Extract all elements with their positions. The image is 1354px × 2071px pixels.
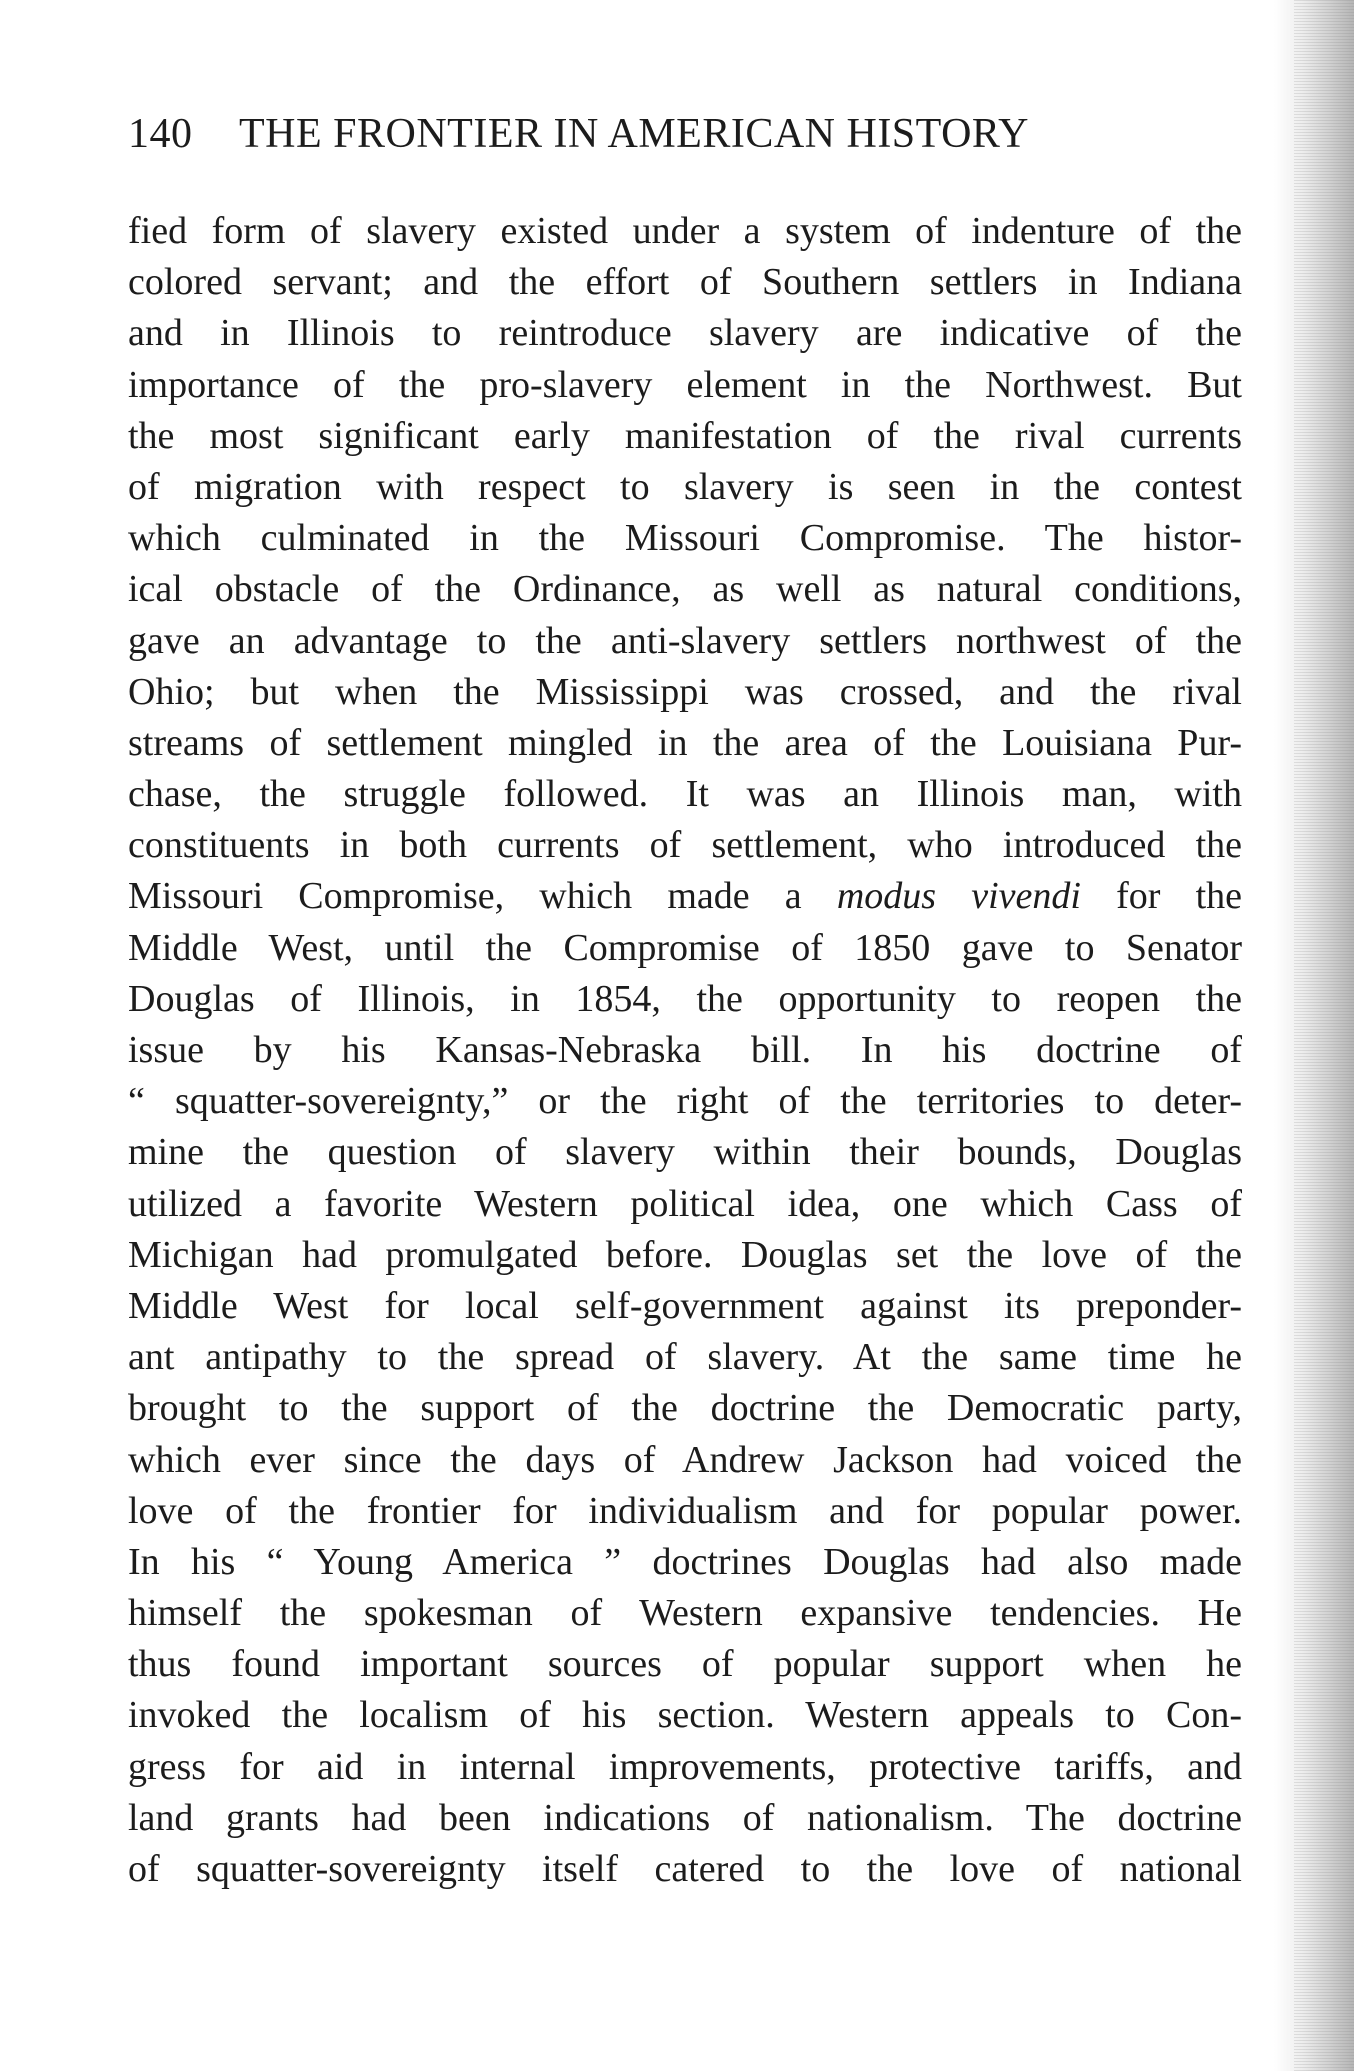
text-line: ant antipathy to the spread of slavery. At the same time he <box>128 1336 1242 1379</box>
text-line: and in Illinois to reintroduce slavery are indicative of the <box>128 312 1242 355</box>
running-head <box>128 106 1128 162</box>
page-gutter-texture <box>1294 0 1354 2071</box>
text-line: gress for aid in internal improvements, protective tariffs, and <box>128 1745 1242 1788</box>
body-text <box>128 206 1242 1895</box>
text-line: love of the frontier for individualism and for popular power. <box>128 1489 1242 1532</box>
text-line: Middle West for local self-government against its preponder- <box>128 1284 1242 1327</box>
text-line: chase, the struggle followed. It was an Illinois man, with <box>128 773 1242 816</box>
text-line: ical obstacle of the Ordinance, as well as natural conditions, <box>128 568 1242 611</box>
page-number: 140 <box>128 111 193 157</box>
text-line: In his “ Young America ” doctrines Douglas had also made <box>128 1540 1242 1583</box>
text-line: Ohio; but when the Mississippi was crossed, and the rival <box>128 670 1242 713</box>
text-line: “ squatter-sovereignty,” or the right of the territories to deter- <box>128 1080 1242 1123</box>
text-line: Michigan had promulgated before. Douglas set the love of the <box>128 1233 1242 1276</box>
text-line: fied form of slavery existed under a system of indenture of the <box>128 210 1242 252</box>
text-line: invoked the localism of his section. Western appeals to Con- <box>128 1694 1242 1737</box>
text-line: importance of the pro-slavery element in the Northwest. But <box>128 363 1242 406</box>
text-line <box>128 871 1242 922</box>
text-line: Douglas of Illinois, in 1854, the opportunity to reopen the <box>128 977 1242 1020</box>
text-line: issue by his Kansas-Nebraska bill. In his doctrine of <box>128 1029 1242 1071</box>
text-line: land grants had been indications of nationalism. The doctrine <box>128 1796 1242 1839</box>
text-line: of migration with respect to slavery is seen in the contest <box>128 465 1242 508</box>
text-line: brought to the support of the doctrine the Democratic party, <box>128 1387 1242 1430</box>
text-line: gave an advantage to the anti-slavery settlers northwest of the <box>128 619 1242 662</box>
text-line: of squatter-sovereignty itself catered to the love of national <box>128 1848 1242 1890</box>
text-line: which ever since the days of Andrew Jackson had voiced the <box>128 1438 1242 1481</box>
running-head-title: THE FRONTIER IN AMERICAN HISTORY <box>239 111 1029 157</box>
text-line: himself the spokesman of Western expansive tendencies. He <box>128 1592 1242 1635</box>
text-line: thus found important sources of popular support when he <box>128 1643 1242 1686</box>
text-segment: Missouri Compromise, which made a <box>128 875 837 918</box>
text-line: colored servant; and the effort of Southern settlers in Indiana <box>128 261 1242 304</box>
text-line: utilized a favorite Western political idea, one which Cass of <box>128 1182 1242 1225</box>
text-line: Middle West, until the Compromise of 1850 gave to Senator <box>128 926 1242 969</box>
text-line: streams of settlement mingled in the area of the Louisiana Pur- <box>128 721 1242 764</box>
text-line: the most significant early manifestation of the rival currents <box>128 414 1242 457</box>
text-line: which culminated in the Missouri Compromise. The histor- <box>128 517 1242 560</box>
italic-phrase: modus vivendi <box>836 875 1081 918</box>
text-segment: for the <box>1080 875 1242 918</box>
text-line: mine the question of slavery within their bounds, Douglas <box>128 1131 1242 1174</box>
text-line: constituents in both currents of settlement, who introduced the <box>128 824 1242 867</box>
